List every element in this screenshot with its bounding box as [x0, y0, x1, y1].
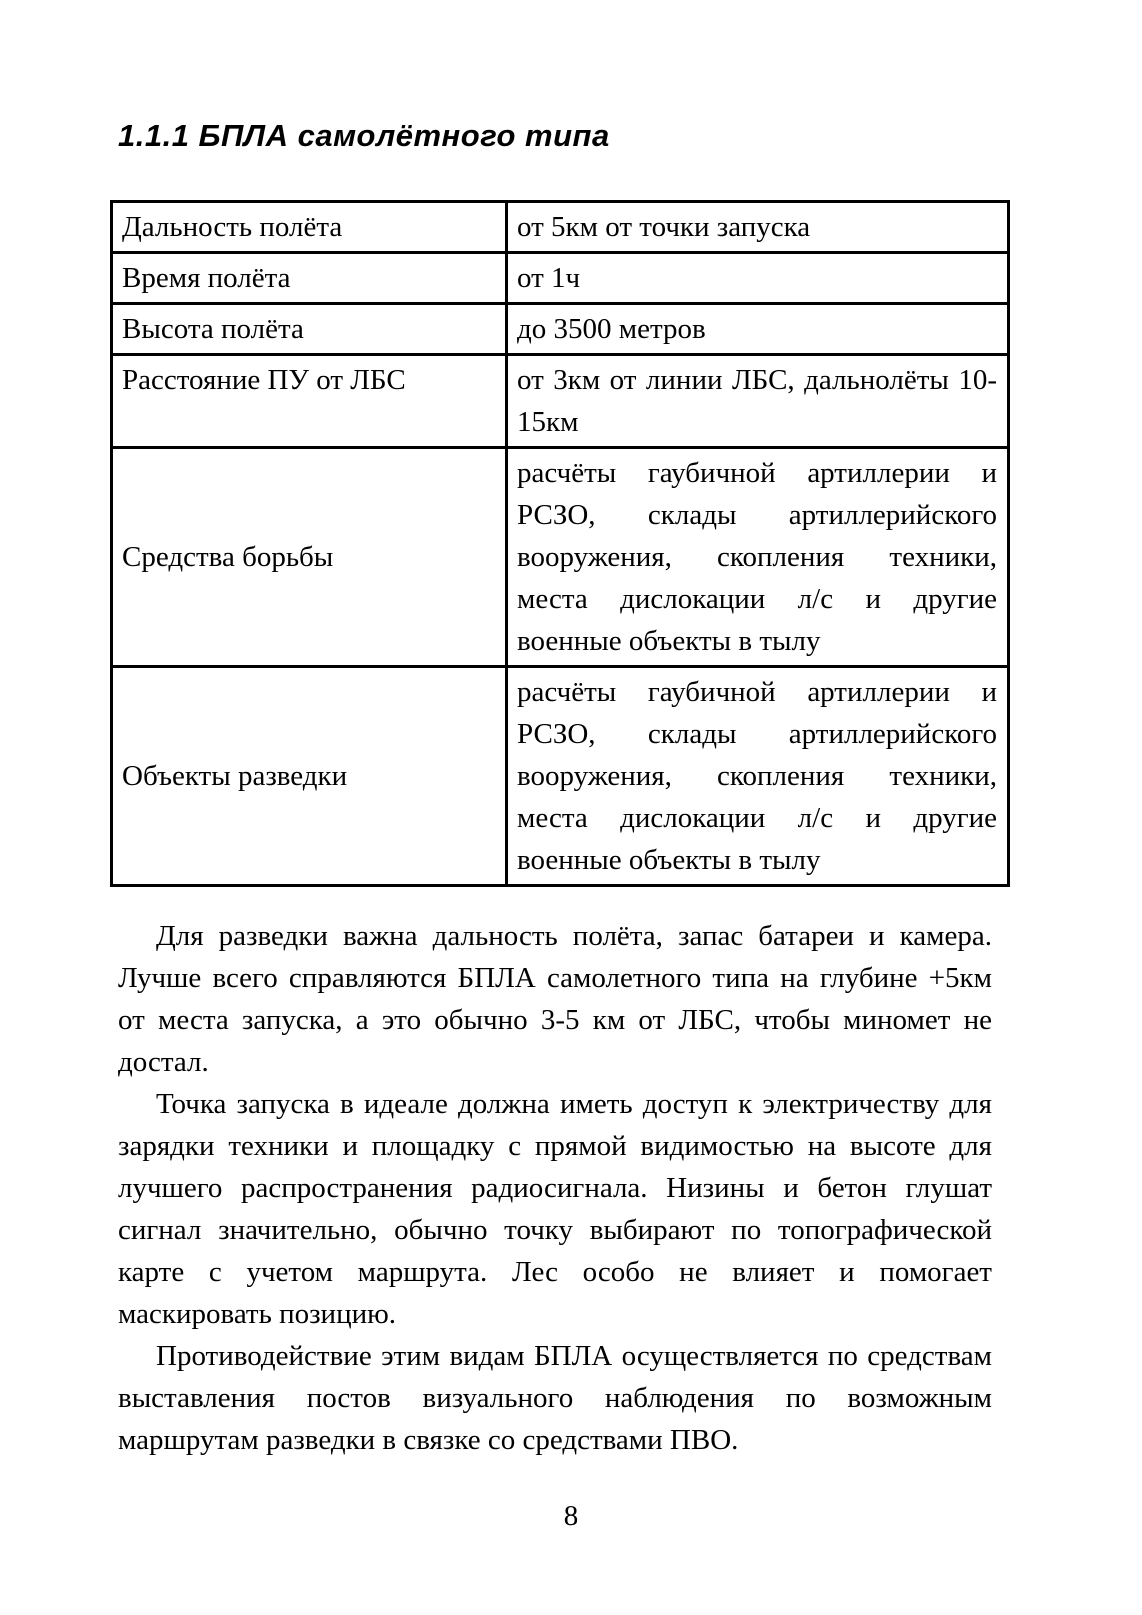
- table-row: [112, 304, 1009, 355]
- table-row-label: Объекты разведки: [112, 667, 507, 886]
- table-row-label: Время полёта: [112, 253, 507, 304]
- body-text: [118, 915, 992, 1461]
- table-row: [112, 667, 1009, 886]
- table-row-label: Средства борьбы: [112, 448, 507, 667]
- table-row-value: от 5км от точки запуска: [507, 202, 1009, 253]
- paragraph: Противодействие этим видам БПЛА осуществляется по средствам выставления постов визуального наблюдения по возможным маршрутам разведки в связке со средствами ПВО.: [118, 1340, 992, 1456]
- table-row-value: расчёты гаубичной артиллерии и РСЗО, склады артиллерийского вооружения, скопления техники, места дислокации л/с и другие военные объекты в тылу: [507, 667, 1009, 886]
- page-number: 8: [563, 1500, 579, 1532]
- paragraph: Для разведки важна дальность полёта, запас батареи и камера. Лучше всего справляются БПЛА самолетного типа на глубине +5км от места запуска, а это обычно 3-5 км от ЛБС, чтобы миномет не достал.: [118, 920, 992, 1078]
- section-heading: 1.1.1 БПЛА самолётного типа: [118, 118, 610, 153]
- table-row: [112, 448, 1009, 667]
- table-row-value: от 1ч: [507, 253, 1009, 304]
- table-row: [112, 355, 1009, 448]
- table-row-label: Расстояние ПУ от ЛБС: [112, 355, 507, 448]
- table-row-label: Высота полёта: [112, 304, 507, 355]
- spec-table: [110, 200, 1010, 887]
- table-row: [112, 253, 1009, 304]
- table-row: [112, 202, 1009, 253]
- table-row-value: до 3500 метров: [507, 304, 1009, 355]
- paragraph: Точка запуска в идеале должна иметь доступ к электричеству для зарядки техники и площадку с прямой видимостью на высоте для лучшего распространения радиосигнала. Низины и бетон глушат сигнал значительно, обычно точку выбирают по топографической карте с учетом маршрута. Лес особо не влияет и помогает маскировать позицию.: [118, 1088, 992, 1330]
- table-row-value: от 3км от линии ЛБС, дальнолёты 10-15км: [507, 355, 1009, 448]
- table-row-value: расчёты гаубичной артиллерии и РСЗО, склады артиллерийского вооружения, скопления техники, места дислокации л/с и другие военные объекты в тылу: [507, 448, 1009, 667]
- table-row-label: Дальность полёта: [112, 202, 507, 253]
